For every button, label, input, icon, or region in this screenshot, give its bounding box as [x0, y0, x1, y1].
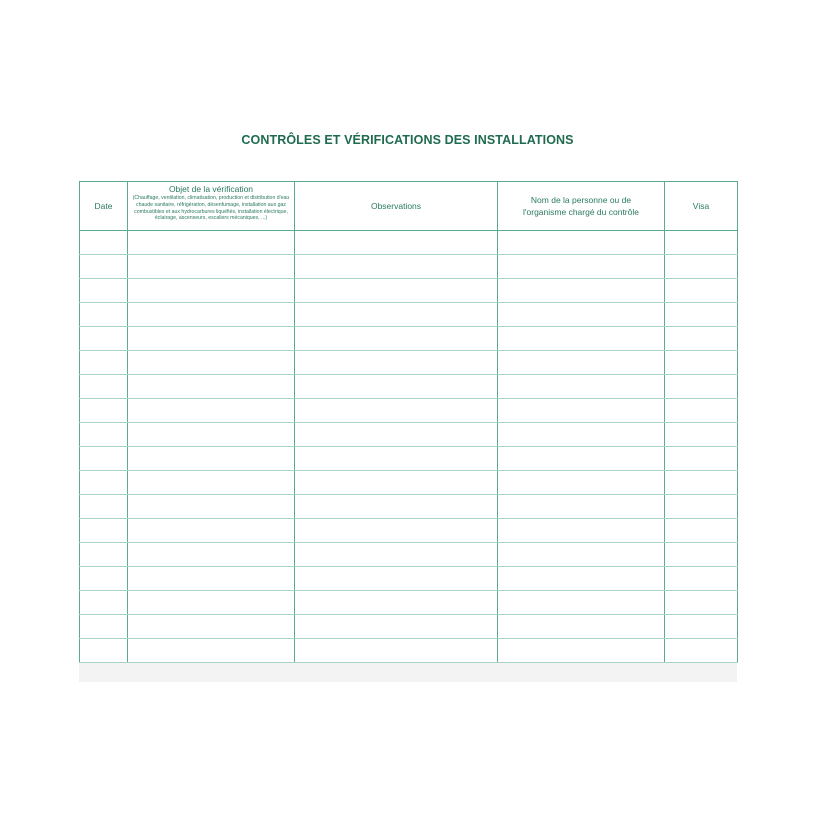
visa-cell	[665, 447, 738, 471]
table-row	[80, 303, 738, 327]
table-row	[80, 495, 738, 519]
visa-cell	[665, 519, 738, 543]
objet-cell	[128, 399, 295, 423]
nom-cell	[498, 399, 665, 423]
observations-cell	[295, 231, 498, 255]
table-row	[80, 399, 738, 423]
nom-cell	[498, 471, 665, 495]
observations-cell	[295, 303, 498, 327]
observations-cell	[295, 327, 498, 351]
date-cell	[80, 279, 128, 303]
nom-cell	[498, 279, 665, 303]
date-cell	[80, 591, 128, 615]
visa-cell	[665, 303, 738, 327]
nom-cell	[498, 303, 665, 327]
objet-cell	[128, 495, 295, 519]
table-row	[80, 447, 738, 471]
observations-cell	[295, 639, 498, 663]
column-header-objet-detail: (Chauffage, ventilation, climatisation, production et distribution d'eau chaude sanitaire, réfrigération, désenfumage, installation aux gaz combustibles et aux hydrocarbures liquéfiés, installation électrique, éclairage, ascenseurs, escaliers mécaniques, ...)	[132, 195, 290, 222]
table-row	[80, 639, 738, 663]
objet-cell	[128, 375, 295, 399]
nom-cell	[498, 255, 665, 279]
date-cell	[80, 519, 128, 543]
table-row	[80, 327, 738, 351]
date-cell	[80, 543, 128, 567]
date-cell	[80, 255, 128, 279]
objet-cell	[128, 303, 295, 327]
observations-cell	[295, 399, 498, 423]
visa-cell	[665, 279, 738, 303]
nom-cell	[498, 231, 665, 255]
table-row	[80, 591, 738, 615]
objet-cell	[128, 519, 295, 543]
date-cell	[80, 231, 128, 255]
column-header-nom-line1: Nom de la personne ou de	[530, 194, 632, 205]
visa-cell	[665, 471, 738, 495]
table-row	[80, 543, 738, 567]
table-row	[80, 519, 738, 543]
observations-cell	[295, 279, 498, 303]
table-row	[80, 351, 738, 375]
nom-cell	[498, 639, 665, 663]
objet-cell	[128, 327, 295, 351]
column-header-nom-line2: l'organisme chargé du contrôle	[523, 207, 639, 217]
objet-cell	[128, 231, 295, 255]
date-cell	[80, 351, 128, 375]
visa-cell	[665, 351, 738, 375]
observations-cell	[295, 615, 498, 639]
observations-cell	[295, 255, 498, 279]
date-cell	[80, 399, 128, 423]
table-row	[80, 375, 738, 399]
objet-cell	[128, 351, 295, 375]
nom-cell	[498, 351, 665, 375]
visa-cell	[665, 567, 738, 591]
date-cell	[80, 447, 128, 471]
objet-cell	[128, 639, 295, 663]
objet-cell	[128, 543, 295, 567]
table-row	[80, 471, 738, 495]
column-header-observations: Observations	[295, 182, 498, 231]
nom-cell	[498, 327, 665, 351]
objet-cell	[128, 279, 295, 303]
column-header-objet-title: Objet de la vérification	[168, 184, 254, 194]
table-row	[80, 567, 738, 591]
observations-cell	[295, 351, 498, 375]
date-cell	[80, 471, 128, 495]
observations-cell	[295, 423, 498, 447]
observations-cell	[295, 495, 498, 519]
observations-cell	[295, 519, 498, 543]
objet-cell	[128, 255, 295, 279]
observations-cell	[295, 567, 498, 591]
nom-cell	[498, 423, 665, 447]
nom-cell	[498, 591, 665, 615]
objet-cell	[128, 591, 295, 615]
nom-cell	[498, 495, 665, 519]
nom-cell	[498, 375, 665, 399]
nom-cell	[498, 615, 665, 639]
nom-cell	[498, 567, 665, 591]
column-header-objet	[128, 182, 295, 231]
observations-cell	[295, 447, 498, 471]
visa-cell	[665, 375, 738, 399]
objet-cell	[128, 471, 295, 495]
table-row	[80, 231, 738, 255]
objet-cell	[128, 423, 295, 447]
table-row	[80, 423, 738, 447]
date-cell	[80, 327, 128, 351]
column-header-date: Date	[80, 182, 128, 231]
nom-cell	[498, 447, 665, 471]
date-cell	[80, 567, 128, 591]
date-cell	[80, 423, 128, 447]
table-row	[80, 615, 738, 639]
visa-cell	[665, 615, 738, 639]
date-cell	[80, 495, 128, 519]
date-cell	[80, 375, 128, 399]
objet-cell	[128, 447, 295, 471]
observations-cell	[295, 375, 498, 399]
date-cell	[80, 615, 128, 639]
visa-cell	[665, 423, 738, 447]
inspection-log-table	[79, 181, 738, 663]
visa-cell	[665, 255, 738, 279]
objet-cell	[128, 615, 295, 639]
visa-cell	[665, 399, 738, 423]
visa-cell	[665, 639, 738, 663]
visa-cell	[665, 327, 738, 351]
visa-cell	[665, 543, 738, 567]
observations-cell	[295, 543, 498, 567]
observations-cell	[295, 471, 498, 495]
objet-cell	[128, 567, 295, 591]
table-row	[80, 279, 738, 303]
date-cell	[80, 303, 128, 327]
page-title: CONTRÔLES ET VÉRIFICATIONS DES INSTALLATIONS	[241, 133, 574, 147]
column-header-nom	[498, 182, 665, 231]
date-cell	[80, 639, 128, 663]
table-row	[80, 255, 738, 279]
table-header-row	[80, 182, 738, 231]
observations-cell	[295, 591, 498, 615]
visa-cell	[665, 591, 738, 615]
visa-cell	[665, 495, 738, 519]
visa-cell	[665, 231, 738, 255]
nom-cell	[498, 519, 665, 543]
column-header-visa: Visa	[665, 182, 738, 231]
nom-cell	[498, 543, 665, 567]
table-body	[80, 231, 738, 663]
